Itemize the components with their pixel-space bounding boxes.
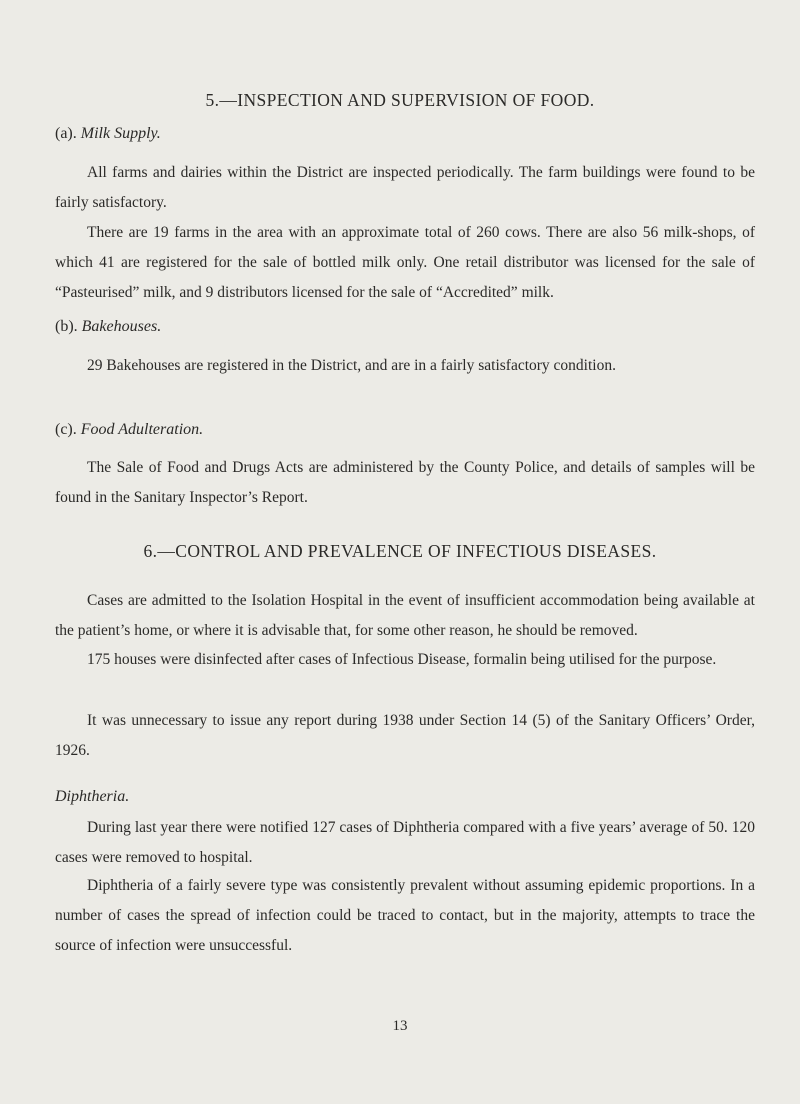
subsection-a-title: [55, 125, 161, 143]
disinfection-paragraph: 175 houses were disinfected after cases of Infectious Disease, formalin being utilised for the purpose.: [87, 651, 717, 668]
page-number: 13: [392, 1018, 408, 1034]
sanitary-officers-order-paragraph: It was unnecessary to issue any report during 1938 under Section 14 (5) of the Sanitary Officers’ Order, 1926.: [55, 712, 755, 759]
subsection-c-title: [55, 421, 203, 439]
subsection-c-label: (c).: [55, 421, 77, 438]
subsection-c-heading: Food Adulteration.: [80, 421, 204, 438]
subsection-b-label: (b).: [55, 318, 78, 335]
diphtheria-paragraph-1: During last year there were notified 127 cases of Diphtheria compared with a five years’ average of 50. 120 cases were removed to hospital.: [55, 819, 755, 866]
milk-supply-paragraph-2: There are 19 farms in the area with an approximate total of 260 cows. There are also 56 milk-shops, of which 41 are registered for the sale of bottled milk only. One retail distributor was licensed for the sale of “Pasteurised” milk, and 9 distributors licensed for the sale of “Accredited” milk.: [55, 224, 755, 301]
subsection-a-label: (a).: [55, 125, 77, 142]
diphtheria-heading: Diphtheria.: [55, 788, 130, 805]
food-adulteration-paragraph: The Sale of Food and Drugs Acts are administered by the County Police, and details of samples will be found in the Sanitary Inspector’s Report.: [55, 459, 755, 506]
section-6-heading: 6.—CONTROL AND PREVALENCE OF INFECTIOUS DISEASES.: [143, 541, 657, 561]
section-5-heading: 5.—INSPECTION AND SUPERVISION OF FOOD.: [205, 90, 595, 110]
milk-supply-paragraph-1: All farms and dairies within the District are inspected periodically. The farm buildings were found to be fairly satisfactory.: [55, 164, 755, 211]
bakehouses-paragraph: 29 Bakehouses are registered in the District, and are in a fairly satisfactory condition.: [87, 357, 616, 374]
subsection-a-heading: Milk Supply.: [80, 125, 161, 142]
isolation-hospital-paragraph: Cases are admitted to the Isolation Hospital in the event of insufficient accommodation being available at the patient’s home, or where it is advisable that, for some other reason, he should be removed.: [55, 592, 755, 639]
subsection-b-title: [55, 318, 161, 336]
diphtheria-paragraph-2: Diphtheria of a fairly severe type was consistently prevalent without assuming epidemic proportions. In a number of cases the spread of infection could be traced to contact, but in the majority, attempts to trace the source of infection were unsuccessful.: [55, 877, 755, 954]
subsection-b-heading: Bakehouses.: [81, 318, 162, 335]
